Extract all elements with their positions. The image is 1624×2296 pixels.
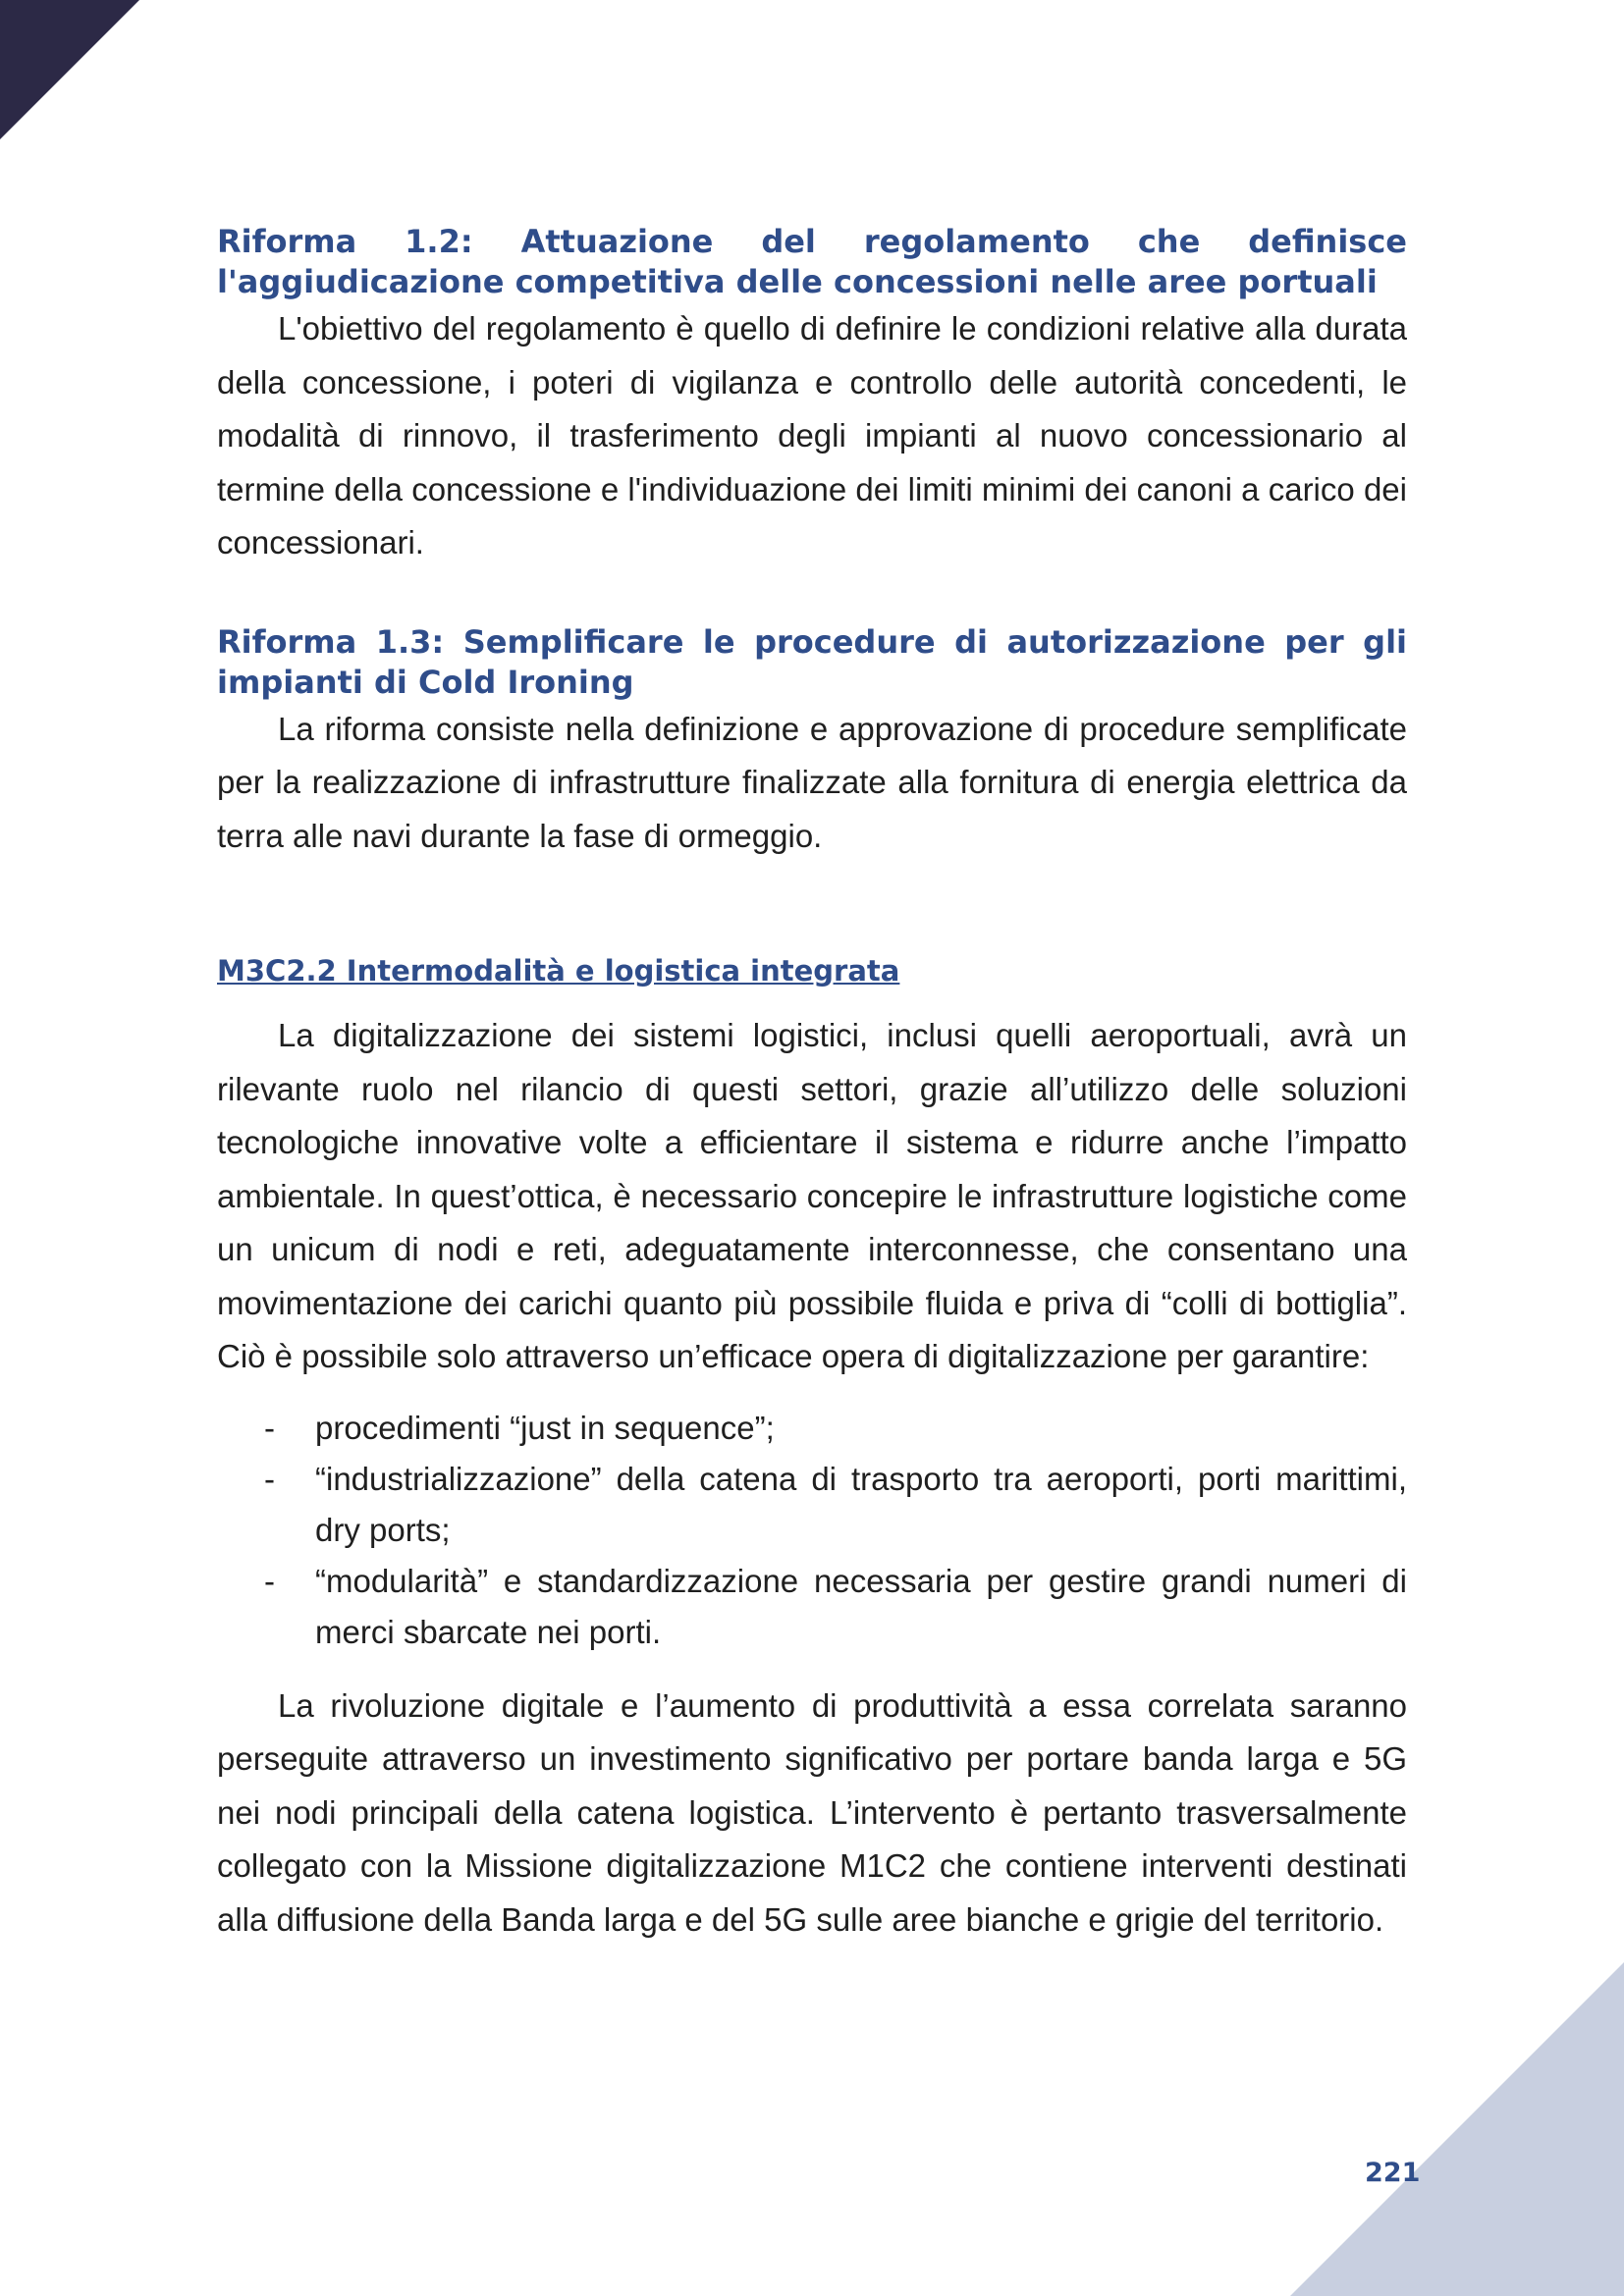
page-number: 221 [1365,2158,1421,2188]
list-item [217,1454,1407,1556]
bottom-right-corner-decoration [1290,1962,1624,2296]
reform-1-2-body: L'obiettivo del regolamento è quello di definire le condizioni relative alla durata della concessione, i poteri di vigilanza e controllo delle autorità concedenti, le modalità di rinnovo, il trasferimento degli impianti al nuovo concessionario al termine della concessione e l'individuazione dei limiti minimi dei canoni a carico dei concessionari. [217,310,1407,561]
bullet-marker: - [264,1460,275,1497]
bullet-list [217,1403,1407,1658]
bullet-marker: - [264,1409,275,1446]
reform-1-3-heading: Riforma 1.3: Semplificare le procedure di autorizzazione per gli impianti di Cold Ironing [217,622,1407,701]
list-item-text: “modularità” e standardizzazione necessaria per gestire grandi numeri di merci sbarcate nei porti. [315,1562,1407,1650]
bullet-marker: - [264,1562,275,1599]
list-item [217,1556,1407,1658]
list-item-text: procedimenti “just in sequence”; [315,1409,775,1446]
m3c2-2-subheading: M3C2.2 Intermodalità e logistica integrata [217,954,900,988]
m3c2-2-intro: La digitalizzazione dei sistemi logistici, inclusi quelli aeroportuali, avrà un rilevante ruolo nel rilancio di questi settori, grazie all’utilizzo delle soluzioni tecnologiche innovative volte a efficientare il sistema e ridurre anche l’impatto ambientale. In quest’ottica, è necessario concepire le infrastrutture logistiche come un unicum di nodi e reti, adeguatamente interconnesse, che consentano una movimentazione dei carichi quanto più possibile fluida e priva di “colli di bottiglia”. Ciò è possibile solo attraverso un’efficace opera di digitalizzazione per garantire: [217,1017,1407,1374]
list-item [217,1403,1407,1454]
top-left-corner-decoration [0,0,139,139]
reform-1-2-heading: Riforma 1.2: Attuazione del regolamento che definisce l'aggiudicazione competitiva delle concessioni nelle aree portuali [217,223,1407,300]
list-item-text: “industrializzazione” della catena di trasporto tra aeroporti, porti marittimi, dry ports; [315,1460,1407,1548]
m3c2-2-conclusion: La rivoluzione digitale e l’aumento di produttività a essa correlata saranno perseguite attraverso un investimento significativo per portare banda larga e 5G nei nodi principali della catena logistica. L’intervento è pertanto trasversalmente collegato con la Missione digitalizzazione M1C2 che contiene interventi destinati alla diffusione della Banda larga e del 5G sulle aree bianche e grigie del territorio. [217,1686,1407,1938]
reform-1-3-body: La riforma consiste nella definizione e approvazione di procedure semplificate per la realizzazione di infrastrutture finalizzate alla fornitura di energia elettrica da terra alle navi durante la fase di ormeggio. [217,710,1407,854]
page-content [217,222,1407,1947]
